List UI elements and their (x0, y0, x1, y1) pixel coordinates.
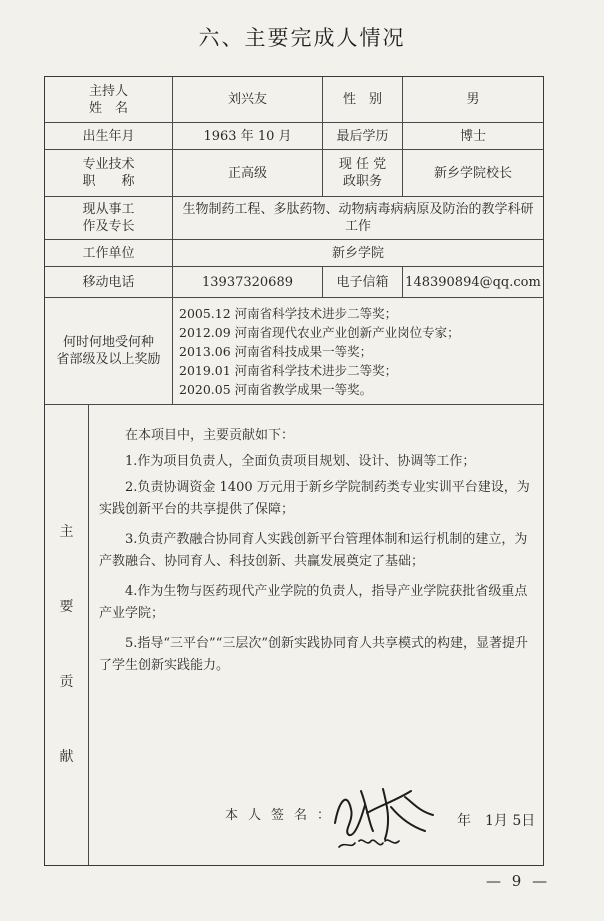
post-label: 现 任 党 政职务 (323, 150, 403, 196)
contribution-body (89, 405, 543, 865)
work-row (45, 197, 543, 240)
awards-label: 何时何地受何种 省部级及以上奖励 (45, 298, 173, 404)
name-value: 刘兴友 (173, 77, 323, 122)
birth-value: 1963 年 10 月 (173, 123, 323, 149)
signature-label: 本人签名： (225, 808, 341, 823)
education-label: 最后学历 (323, 123, 403, 149)
contribution-intro: 在本项目中，主要贡献如下： (125, 428, 295, 443)
award-item: 2020.05 河南省教学成果一等奖。 (179, 381, 373, 397)
awards-row (45, 298, 543, 405)
award-item: 2013.06 河南省科技成果一等奖； (179, 343, 373, 359)
contribution-row (45, 405, 543, 865)
signature-date: 年 1月 5日 (457, 813, 536, 829)
page-number: — 9 — (486, 872, 551, 890)
contribution-item: 5.指导“三平台”“三层次”创新实践协同育人共享模式的构建，显著提升了学生创新实践能力。 (99, 636, 528, 673)
award-item: 2012.09 河南省现代农业产业创新产业岗位专家； (179, 324, 460, 340)
work-value: 生物制药工程、多肽药物、动物病毒病病原及防治的教学科研工作 (182, 202, 534, 234)
contribution-item: 4.作为生物与医药现代产业学院的负责人，指导产业学院获批省级重点产业学院； (99, 584, 528, 621)
name-label: 主持人 姓 名 (45, 77, 173, 122)
handwritten-signature (321, 761, 441, 851)
unit-label: 工作单位 (45, 240, 173, 266)
gender-label: 性 别 (323, 77, 403, 122)
education-value: 博士 (459, 128, 486, 144)
email-label: 电子信箱 (323, 267, 403, 297)
contribution-item: 2.负责协调资金 1400 万元用于新乡学院制药类专业实训平台建设，为实践创新平台的共享提供了保障； (99, 480, 530, 517)
professional-title-label: 专业技术 职 称 (45, 150, 173, 196)
completion-person-form (44, 76, 544, 866)
page-title: 六、主要完成人情况 (198, 26, 406, 50)
birth-label: 出生年月 (45, 123, 173, 149)
contact-row (45, 267, 543, 298)
unit-value: 新乡学院 (331, 245, 384, 261)
award-item: 2019.01 河南省科学技术进步二等奖； (179, 362, 398, 378)
professional-title-value: 正高级 (173, 150, 323, 196)
email-value: 148390894@qq.com (405, 274, 541, 290)
post-value: 新乡学院校长 (433, 165, 512, 181)
contribution-label-char: 主 (59, 524, 74, 540)
contribution-label (45, 405, 89, 865)
phone-label: 移动电话 (45, 267, 173, 297)
gender-value: 男 (466, 92, 480, 107)
phone-value: 13937320689 (173, 267, 323, 297)
award-item: 2005.12 河南省科学技术进步二等奖； (179, 305, 398, 321)
unit-row (45, 240, 543, 267)
title-row (45, 150, 543, 197)
name-row (45, 77, 543, 123)
contribution-label-char: 献 (59, 749, 74, 765)
contribution-item: 1.作为项目负责人，全面负责项目规划、设计、协调等工作； (125, 454, 476, 469)
awards-list (173, 298, 543, 404)
birth-row (45, 123, 543, 150)
contribution-item: 3.负责产教融合协同育人实践创新平台管理体制和运行机制的建立，为产教融合、协同育人、科技创新、共赢发展奠定了基础； (99, 532, 528, 569)
contribution-label-char: 要 (59, 599, 74, 615)
contribution-label-char: 贡 (59, 674, 74, 690)
work-label: 现从事工 作及专长 (45, 197, 173, 239)
